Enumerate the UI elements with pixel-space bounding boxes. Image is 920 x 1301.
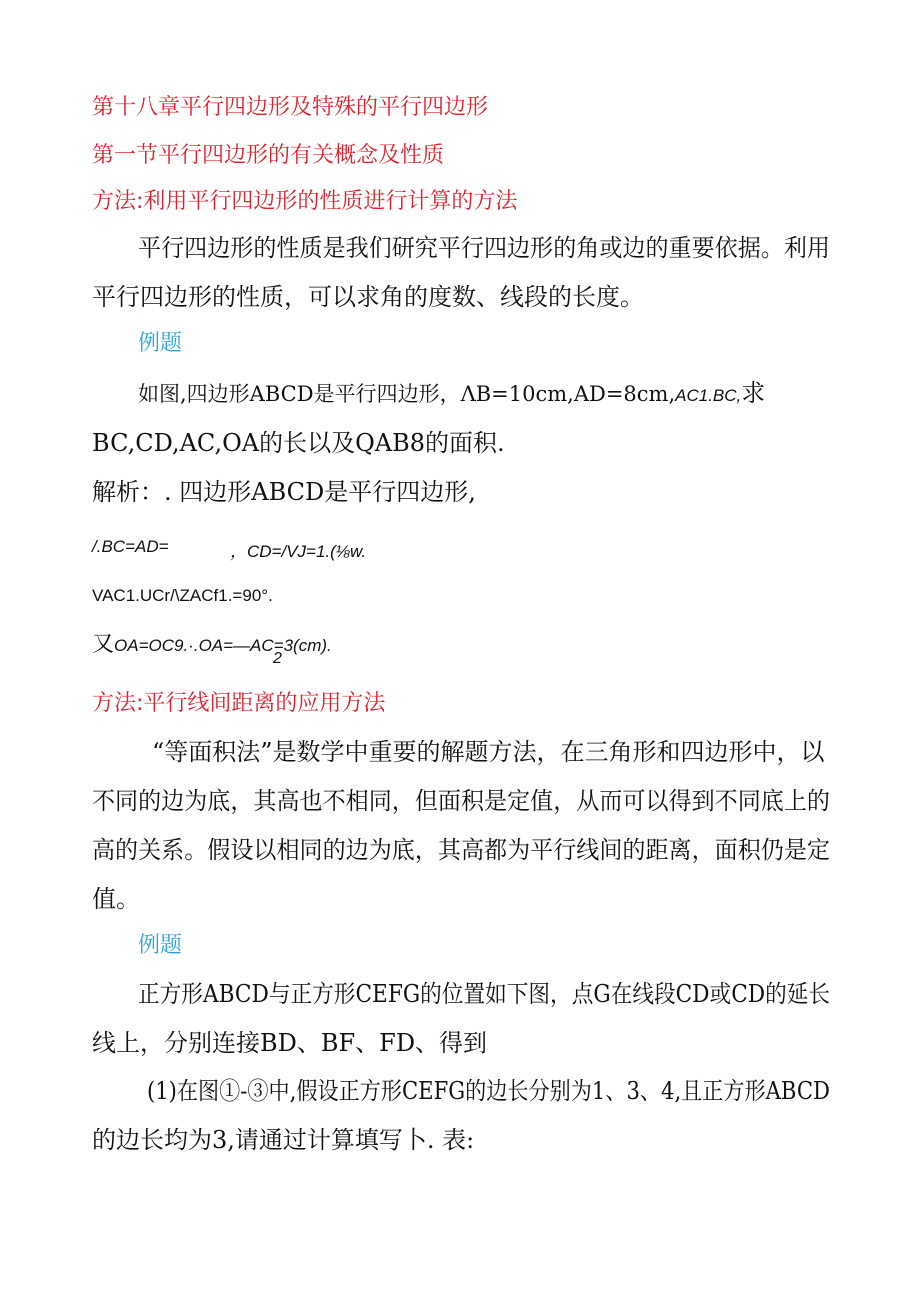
solution-line-2a: /.BC=AD= — [92, 537, 169, 556]
example1-question-text: 如图,四边形ABCD是平行四边形，ΛB=10cm,AD=8cm, — [138, 382, 676, 406]
method2-line-3: 高的关系。假设以相同的边为底，其高都为平行线间的距离，面积仍是定 — [92, 836, 830, 864]
method2-line-4: 值。 — [92, 885, 140, 913]
example2-line-4: 的边长均为3,请通过计算填写卜. 表: — [92, 1126, 475, 1154]
example1-question-italic: AC1.BC, — [675, 386, 742, 405]
section-heading: 第一节平行四边形的有关概念及性质 — [92, 143, 445, 168]
intro-line-2: 平行四边形的性质，可以求角的度数、线段的长度。 — [92, 283, 644, 311]
solution-line-3: VAC1.UCr/\ZACf1.=90°. — [92, 586, 273, 605]
solution-line-2b: ，CD=/VJ=1.(⅛w. — [230, 542, 367, 561]
solution-line-4 — [92, 627, 332, 658]
chapter-heading: 第十八章平行四边形及特殊的平行四边形 — [92, 95, 489, 120]
example1-question-line-1 — [138, 373, 765, 408]
example2-line-1: 正方形ABCD与正方形CEFG的位置如下图，点G在线段CD或CD的延长 — [138, 980, 831, 1008]
solution-line-4-formula: OA=OC9.·.OA=—AC=3(cm). — [114, 636, 332, 655]
intro-line-1: 平行四边形的性质是我们研究平行四边形的角或边的重要依据。利用 — [138, 234, 830, 262]
example1-question-tail: 求 — [741, 379, 766, 407]
method2-heading: 方法:平行线间距离的应用方法 — [92, 691, 386, 716]
method2-line-1: “等面积法”是数学中重要的解题方法，在三角形和四边形中，以 — [152, 738, 825, 766]
example2-label: 例题 — [138, 933, 183, 958]
solution-label-line: 解析：. 四边形ABCD是平行四边形, — [92, 478, 476, 506]
fraction-denominator: 2 — [273, 650, 282, 667]
example1-label: 例题 — [138, 331, 183, 356]
example2-line-2: 线上，分别连接BD、BF、FD、得到 — [92, 1029, 488, 1057]
solution-line-4-prefix: 又 — [92, 632, 115, 657]
method2-line-2: 不同的边为底，其高也不相同，但面积是定值，从而可以得到不同底上的 — [92, 787, 830, 815]
example2-line-3: (1)在图①-③中,假设正方形CEFG的边长分别为1、3、4,且正方形ABCD — [147, 1077, 830, 1105]
example1-question-line-2: BC,CD,AC,OA的长以及QAB8的面积. — [92, 429, 505, 457]
method1-heading: 方法:利用平行四边形的性质进行计算的方法 — [92, 189, 518, 214]
